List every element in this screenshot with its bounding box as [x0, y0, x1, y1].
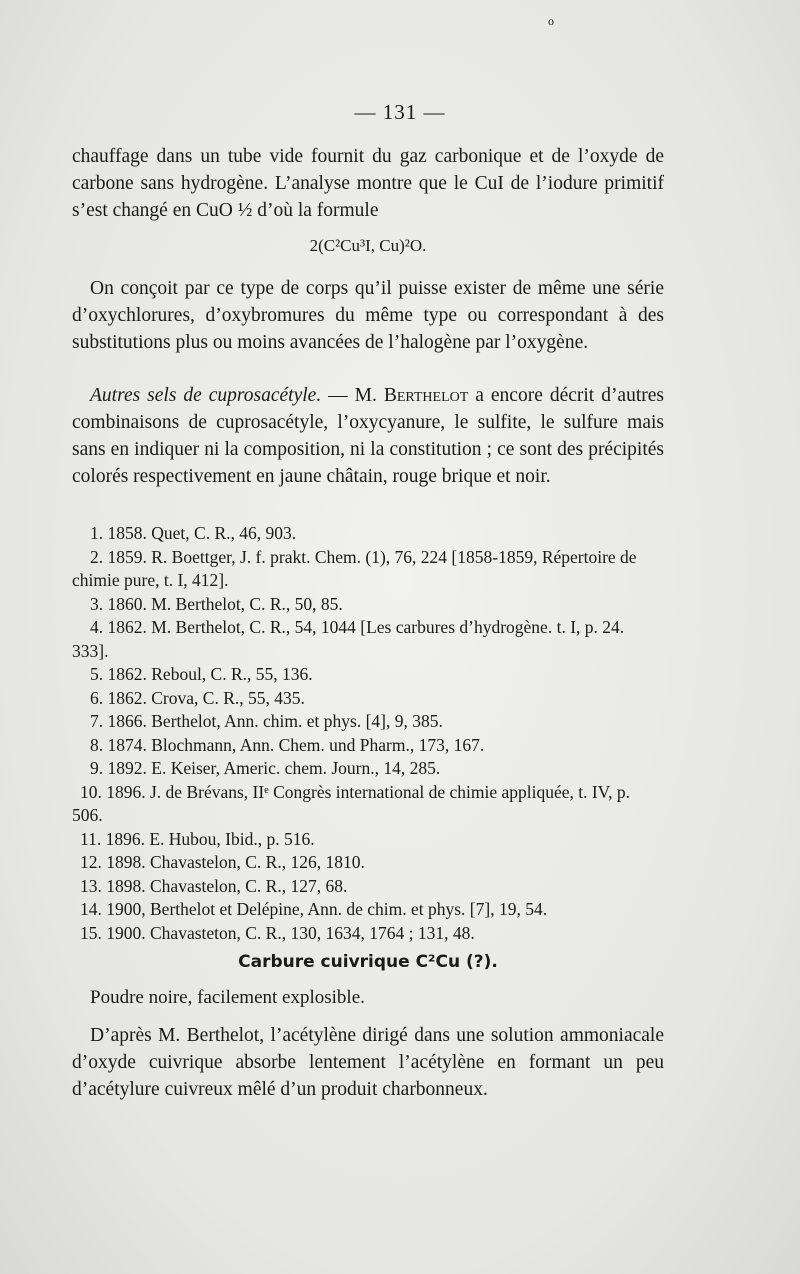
paragraph-poudre: Poudre noire, facilement explosible.	[90, 987, 365, 1008]
chemical-formula: 2(C²Cu³I, Cu)²O.	[309, 236, 427, 255]
reference-item: 4. 1862. M. Berthelot, C. R., 54, 1044 [Les carbures d’hydrogène. t. I, p. 24. 333].	[72, 617, 625, 661]
reference-item: 3. 1860. M. Berthelot, C. R., 50, 85.	[90, 593, 343, 614]
reference-item: 9. 1892. E. Keiser, Americ. chem. Journ., 14, 285.	[90, 758, 441, 778]
page-number: — 131 —	[354, 100, 446, 124]
paragraph-oxychlorures: On conçoit par ce type de corps qu’il puisse exister de même une série d’oxychlorures, d’oxybromures du même type ou correspondant à des substitutions plus ou moins avancées de l’halogène par l’oxygène.	[72, 278, 664, 353]
reference-item: 7. 1866. Berthelot, Ann. chim. et phys. [4], 9, 385.	[90, 711, 443, 731]
reference-item: 8. 1874. Blochmann, Ann. Chem. und Pharm., 173, 167.	[90, 734, 485, 755]
reference-list	[72, 522, 664, 945]
section-heading: Carbure cuivrique C²Cu (?).	[238, 952, 498, 972]
corner-mark: o	[548, 14, 554, 28]
paragraph-body: a encore décrit d’autres combinaisons de cuprosacétyle, l’oxycyanure, le sulfite, le sulfure mais sans en indiquer ni la composition, ni la constitution ; ce sont des précipités colorés respectivement en jaune châtain, rouge brique et noir.	[72, 385, 664, 487]
reference-item: 1. 1858. Quet, C. R., 46, 903.	[90, 523, 297, 543]
reference-item: 2. 1859. R. Boettger, J. f. prakt. Chem. (1), 76, 224 [1858-1859, Répertoire de chimie pure, t. I, 412].	[72, 546, 637, 590]
reference-item: 11. 1896. E. Hubou, Ibid., p. 516.	[80, 828, 315, 849]
reference-item: 5. 1862. Reboul, C. R., 55, 136.	[90, 664, 313, 684]
author-name: Berthelot	[383, 385, 469, 406]
reference-item: 15. 1900. Chavasteton, C. R., 130, 1634, 1764 ; 131, 48.	[80, 922, 475, 943]
reference-item: 13. 1898. Chavastelon, C. R., 127, 68.	[80, 875, 348, 896]
reference-item: 14. 1900, Berthelot et Delépine, Ann. de chim. et phys. [7], 19, 54.	[80, 899, 548, 919]
section-run-in-title: Autres sels de cuprosacétyle.	[90, 385, 322, 406]
reference-item: 6. 1862. Crova, C. R., 55, 435.	[90, 687, 305, 708]
dash-separator: — M.	[321, 385, 384, 406]
paragraph-iodure: chauffage dans un tube vide fournit du gaz carbonique et de l’oxyde de carbone sans hydrogène. L’analyse montre que le CuI de l’iodure primitif s’est changé en CuO ½ d’où la formule	[72, 146, 664, 221]
paragraph-berthelot-acetylene: D’après M. Berthelot, l’acétylène dirigé dans une solution ammoniacale d’oxyde cuivrique absorbe lentement l’acétylène en formant un peu d’acétylure cuivreux mêlé d’un produit charbonneux.	[72, 1025, 664, 1100]
reference-item: 10. 1896. J. de Brévans, IIᵉ Congrès international de chimie appliquée, t. IV, p. 506.	[72, 781, 630, 825]
paragraph-autres-sels	[72, 382, 664, 490]
reference-item: 12. 1898. Chavastelon, C. R., 126, 1810.	[80, 852, 365, 872]
